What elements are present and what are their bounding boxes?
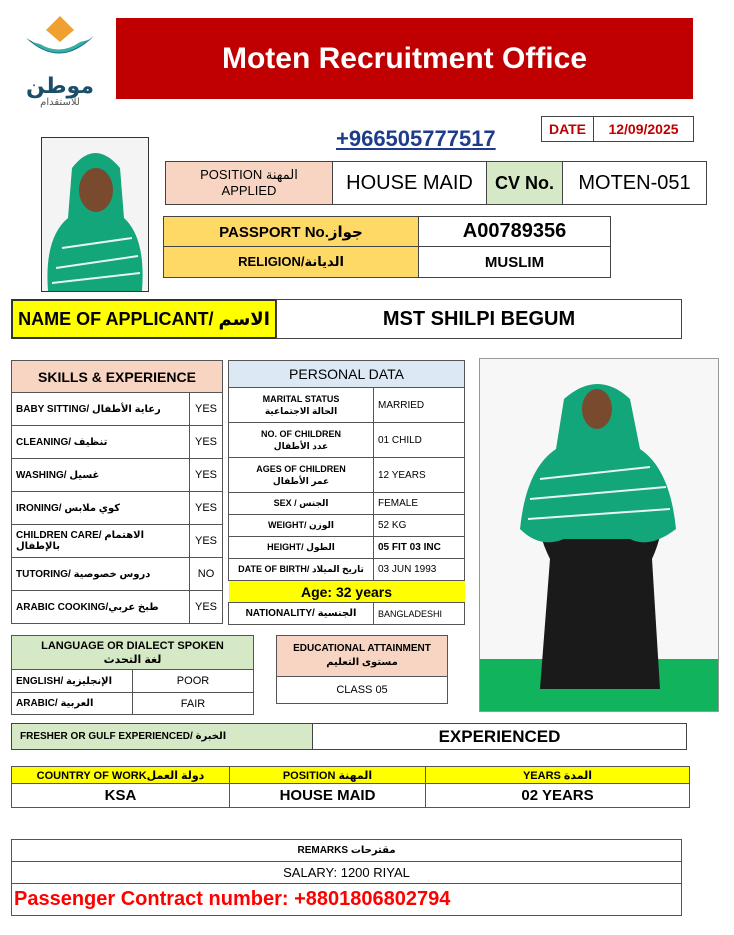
skill-value: YES — [190, 525, 223, 558]
portrait-image — [42, 138, 148, 291]
cv-label: CV No. — [486, 161, 563, 205]
ages-value: 12 YEARS — [374, 458, 465, 493]
passport-label: PASSPORT No.جواز — [163, 216, 419, 247]
language-row — [12, 693, 254, 715]
experience-value: EXPERIENCED — [312, 723, 687, 750]
logo-text-ar: موطن — [26, 73, 94, 98]
cv-value: MOTEN-051 — [562, 161, 707, 205]
sex-label: SEX / الجنس — [229, 493, 374, 515]
date-label: DATE — [541, 116, 594, 142]
religion-label: RELIGION/الديانة — [163, 246, 419, 278]
nationality-value: BANGLADESHI — [374, 603, 465, 625]
skills-table — [11, 360, 223, 624]
ages-label: AGES OF CHILDREN — [256, 464, 346, 474]
skill-row — [12, 426, 223, 459]
weight-value: 52 KG — [374, 515, 465, 537]
position-label-ar: المهنة — [265, 167, 298, 182]
language-label: ARABIC/ العربية — [12, 693, 133, 715]
skill-value: NO — [190, 558, 223, 591]
children-label: NO. OF CHILDREN — [261, 429, 341, 439]
position-label-en2: APPLIED — [221, 183, 277, 198]
skill-label: CLEANING/ تنظيف — [12, 426, 190, 459]
remarks-contract: Passenger Contract number: +8801806802794 — [12, 884, 682, 916]
contact-phone: +966505777517 — [336, 126, 496, 151]
position-applied-value: HOUSE MAID — [332, 161, 487, 205]
work-history-row — [12, 784, 690, 808]
skill-value: YES — [190, 459, 223, 492]
remarks-label: REMARKS مقترحات — [12, 840, 682, 862]
education-table — [276, 635, 448, 704]
personal-title: PERSONAL DATA — [229, 361, 465, 388]
applicant-photo-full — [479, 358, 719, 712]
skill-value: YES — [190, 591, 223, 624]
dob-value: 03 JUN 1993 — [374, 559, 465, 581]
education-value: CLASS 05 — [277, 677, 448, 704]
work-header-years: YEARS المدة — [426, 767, 690, 784]
language-label: ENGLISH/ الإنجليزية — [12, 670, 133, 693]
experience-label: FRESHER OR GULF EXPERIENCED/ الخبرة — [11, 723, 313, 750]
skill-label: BABY SITTING/ رعاية الأطفال — [12, 393, 190, 426]
weight-label: WEIGHT/ الوزن — [229, 515, 374, 537]
page-title: Moten Recruitment Office — [221, 41, 588, 75]
language-table — [11, 635, 254, 715]
education-title: EDUCATIONAL ATTAINMENT — [293, 643, 431, 654]
skill-value: YES — [190, 492, 223, 525]
language-row — [12, 670, 254, 693]
skill-label: CHILDREN CARE/ الاهتمام بالإطفال — [12, 525, 190, 558]
applicant-name-value: MST SHILPI BEGUM — [276, 299, 682, 339]
remarks-salary: SALARY: 1200 RIYAL — [12, 862, 682, 884]
work-years: 02 YEARS — [426, 784, 690, 808]
skill-row — [12, 393, 223, 426]
skill-label: WASHING/ غسيل — [12, 459, 190, 492]
skill-row — [12, 525, 223, 558]
dob-label: DATE OF BIRTH/ تاريخ الميلاد — [229, 559, 374, 581]
skill-row — [12, 558, 223, 591]
ages-label-ar: عمر الأطفال — [272, 476, 330, 486]
skill-label: TUTORING/ دروس خصوصية — [12, 558, 190, 591]
height-value: 05 FIT 03 INC — [374, 537, 465, 559]
position-applied-label — [165, 161, 333, 205]
marital-label: MARITAL STATUS — [262, 394, 340, 404]
children-label-ar: عدد الأطفال — [273, 441, 329, 451]
work-history-table — [11, 766, 690, 808]
skill-row — [12, 459, 223, 492]
skill-row — [12, 492, 223, 525]
skill-value: YES — [190, 426, 223, 459]
age-value: Age: 32 years — [229, 581, 465, 603]
moten-logo — [18, 12, 102, 112]
skill-label: IRONING/ كوي ملابس — [12, 492, 190, 525]
position-label-en: POSITION — [200, 167, 263, 182]
language-title-ar: لغة التحدث — [103, 653, 162, 666]
marital-label-ar: الحالة الاجتماعية — [264, 406, 338, 416]
applicant-name-label: NAME OF APPLICANT/ الاسم — [11, 299, 277, 339]
remarks-table — [11, 839, 682, 916]
header-banner — [116, 18, 693, 99]
work-position: HOUSE MAID — [230, 784, 426, 808]
skill-label: ARABIC COOKING/طبخ عربي — [12, 591, 190, 624]
language-value: FAIR — [133, 693, 254, 715]
language-value: POOR — [133, 670, 254, 693]
logo-sub-ar: للاستقدام — [40, 97, 80, 108]
skills-title: SKILLS & EXPERIENCE — [12, 361, 223, 393]
applicant-photo-portrait — [41, 137, 149, 292]
work-header-position: POSITION المهنة — [230, 767, 426, 784]
full-body-image — [480, 359, 718, 711]
personal-data-table — [228, 360, 465, 625]
work-country: KSA — [12, 784, 230, 808]
nationality-label: NATIONALITY/ الجنسية — [229, 603, 374, 625]
education-title-ar: مستوى التعليم — [326, 657, 398, 668]
date-value: 12/09/2025 — [593, 116, 694, 142]
height-label: HEIGHT/ الطول — [229, 537, 374, 559]
logo-mark-icon — [18, 12, 102, 72]
marital-value: MARRIED — [374, 388, 465, 423]
language-title: LANGUAGE OR DIALECT SPOKEN — [41, 639, 224, 652]
passport-value: A00789356 — [418, 216, 611, 247]
skill-row — [12, 591, 223, 624]
skill-value: YES — [190, 393, 223, 426]
work-header-country: COUNTRY OF WORKدولة العمل — [12, 767, 230, 784]
sex-value: FEMALE — [374, 493, 465, 515]
religion-value: MUSLIM — [418, 246, 611, 278]
children-value: 01 CHILD — [374, 423, 465, 458]
